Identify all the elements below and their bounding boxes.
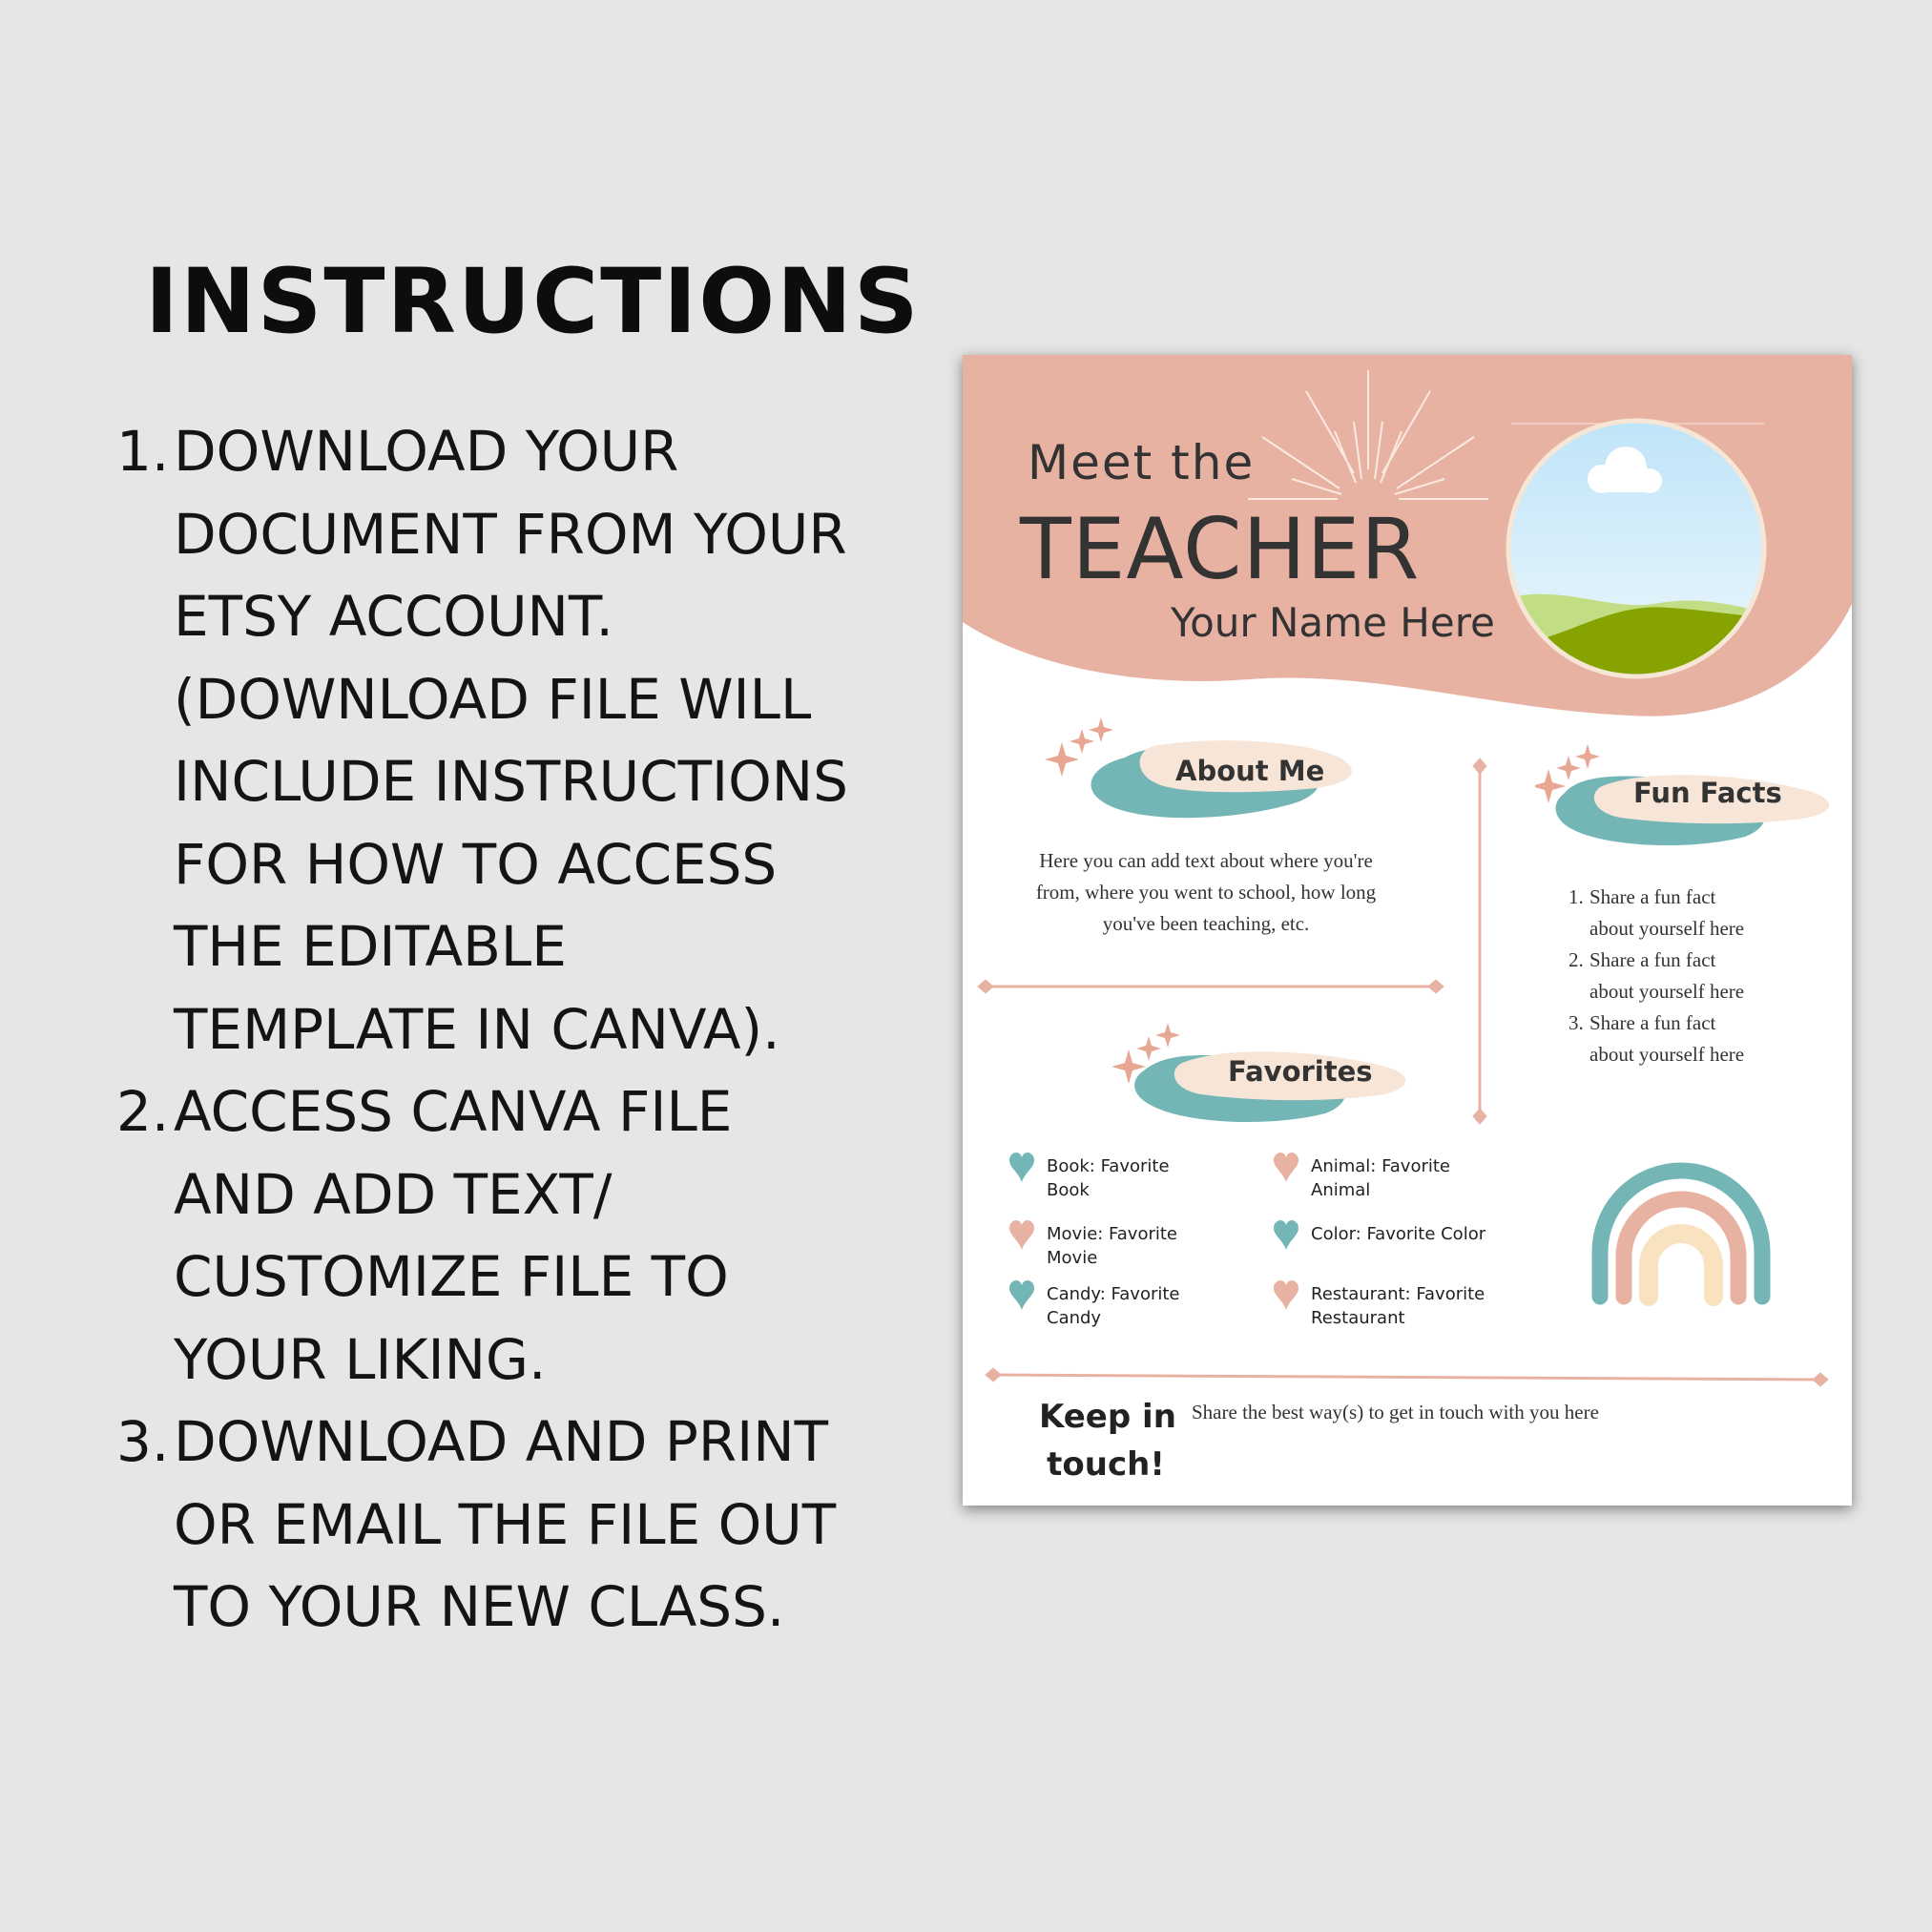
step-line: YOUR LIKING.	[174, 1326, 547, 1392]
fact-number: 1.	[1568, 885, 1584, 908]
step-number: 1.	[116, 419, 170, 484]
favorite-item: Color: Favorite Color	[1311, 1224, 1486, 1244]
favorite-item: Restaurant: Favorite Restaurant	[1311, 1284, 1485, 1328]
step-line: ETSY ACCOUNT.	[174, 584, 613, 649]
instructions-title: INSTRUCTIONS	[145, 250, 921, 354]
step-number: 3.	[116, 1409, 170, 1474]
keep-in-touch-heading	[1039, 1393, 1176, 1488]
step-line: OR EMAIL THE FILE OUT	[174, 1491, 837, 1557]
step-line: DOWNLOAD YOUR	[174, 419, 679, 484]
fact-text: about yourself here	[1589, 917, 1745, 940]
contact-text: Share the best way(s) to get in touch with you here	[1192, 1401, 1599, 1423]
fact-text: about yourself here	[1589, 1043, 1745, 1066]
meet-the-label: Meet the	[1028, 435, 1256, 490]
step-text	[174, 1401, 937, 1649]
dividers	[963, 355, 1852, 1506]
teacher-name: Your Name Here	[1171, 599, 1495, 646]
fun-facts-heading: Fun Facts	[1633, 777, 1782, 809]
favorite-item: Movie: Favorite Movie	[1047, 1224, 1177, 1268]
favorite-item: Book: Favorite Book	[1047, 1156, 1170, 1200]
step-line: AND ADD TEXT/	[174, 1161, 613, 1227]
favorite-item: Candy: Favorite Candy	[1047, 1284, 1180, 1328]
fact-number: 3.	[1568, 1011, 1584, 1034]
favorites-heading: Favorites	[1228, 1055, 1373, 1088]
keep-in-touch-line: touch!	[1047, 1445, 1165, 1484]
step-text	[174, 410, 937, 1070]
step-text	[174, 1070, 937, 1401]
about-line: Here you can add text about where you're	[1039, 849, 1373, 872]
about-me-heading: About Me	[1175, 755, 1325, 787]
fact-text: Share a fun fact	[1589, 948, 1716, 971]
fact-text: Share a fun fact	[1589, 1011, 1716, 1034]
step-line: TEMPLATE IN CANVA).	[174, 996, 780, 1062]
teacher-heading: TEACHER	[1020, 500, 1421, 598]
fact-text: Share a fun fact	[1589, 885, 1716, 908]
step-line: TO YOUR NEW CLASS.	[174, 1574, 785, 1639]
fact-text: about yourself here	[1589, 980, 1745, 1003]
about-line: from, where you went to school, how long	[1035, 881, 1377, 904]
step-number: 2.	[116, 1079, 170, 1144]
step-line: (DOWNLOAD FILE WILL	[174, 666, 812, 732]
step-line: ACCESS CANVA FILE	[174, 1079, 733, 1144]
template-preview	[963, 355, 1852, 1506]
keep-in-touch-line: Keep in	[1039, 1398, 1176, 1436]
favorite-item: Animal: Favorite Animal	[1311, 1156, 1451, 1200]
rainbow-icon	[1600, 1171, 1762, 1297]
step-line: DOWNLOAD AND PRINT	[174, 1409, 829, 1474]
fact-number: 2.	[1568, 948, 1584, 971]
step-line: THE EDITABLE	[174, 914, 567, 979]
step-line: DOCUMENT FROM YOUR	[174, 501, 847, 567]
step-line: FOR HOW TO ACCESS	[174, 831, 778, 897]
step-line: INCLUDE INSTRUCTIONS	[174, 749, 848, 814]
step-line: CUSTOMIZE FILE TO	[174, 1244, 729, 1309]
about-line: you've been teaching, etc.	[1102, 912, 1310, 935]
